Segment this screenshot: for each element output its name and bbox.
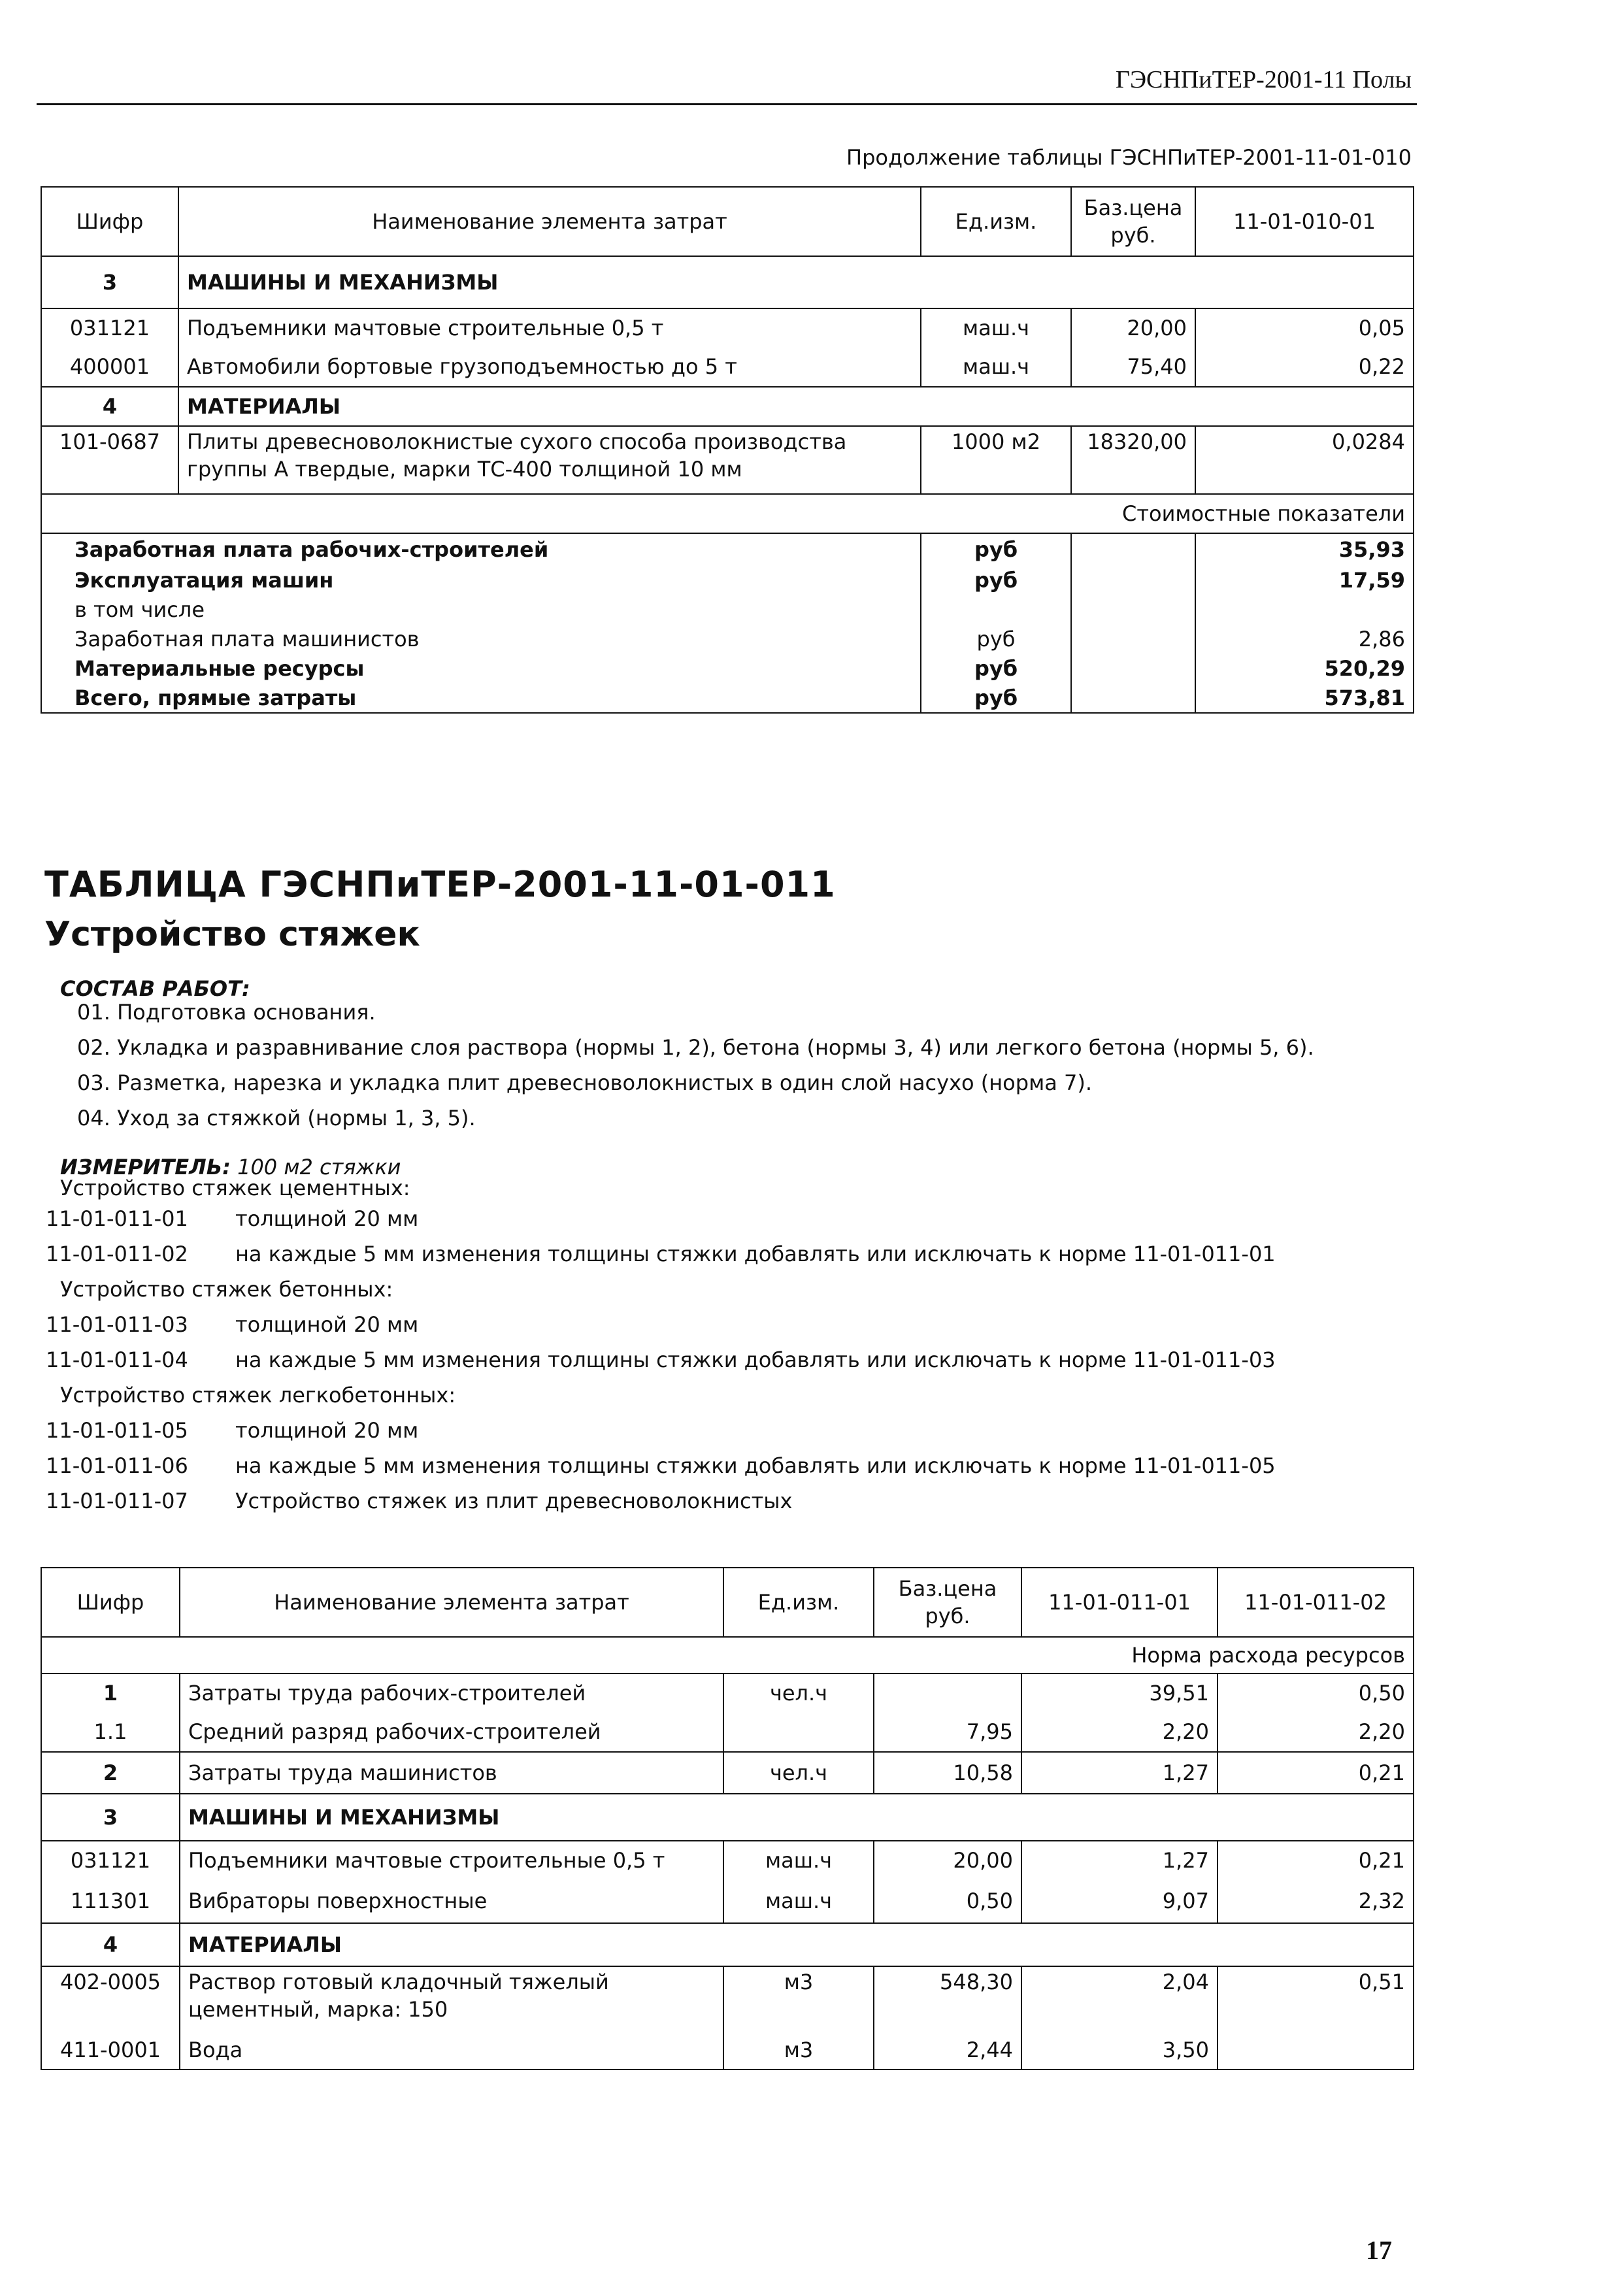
row-code: 402-0005 — [41, 1966, 180, 2032]
row-value-1: 39,51 — [1021, 1674, 1218, 1713]
section-number: 3 — [41, 1794, 180, 1841]
table-subtitle: Устройство стяжек — [44, 915, 420, 954]
row-price: 0,50 — [874, 1880, 1021, 1923]
cost-value: 573,81 — [1195, 684, 1414, 713]
row-name: Раствор готовый кладочный тяжелый цементный, марка: 150 — [180, 1966, 723, 2032]
table-row — [41, 348, 1414, 387]
row-value-1: 3,50 — [1021, 2032, 1218, 2070]
cost-row — [41, 625, 1414, 654]
norm-code: 11-01-011-05 — [46, 1418, 188, 1443]
table-row — [41, 308, 1414, 348]
table-row — [41, 1880, 1414, 1923]
col-header-code: Шифр — [41, 187, 178, 256]
table-row — [41, 426, 1414, 494]
row-price: 548,30 — [874, 1966, 1021, 2032]
row-value-1: 1,27 — [1021, 1841, 1218, 1880]
col-header-price: Баз.цена руб. — [1071, 187, 1195, 256]
cost-value: 17,59 — [1195, 566, 1414, 595]
norm-consumption-header: Норма расхода ресурсов — [41, 1637, 1414, 1674]
table-row — [41, 2032, 1414, 2070]
row-price — [874, 1674, 1021, 1713]
col-header-price: Баз.цена руб. — [874, 1568, 1021, 1637]
norm-code: 11-01-011-07 — [46, 1489, 188, 1513]
work-item: 02. Укладка и разравнивание слоя раствора (нормы 1, 2), бетона (нормы 3, 4) или легкого бетона (нормы 5, 6). — [77, 1035, 1314, 1060]
section-title: МАШИНЫ И МЕХАНИЗМЫ — [178, 256, 1414, 308]
cost-value: 520,29 — [1195, 654, 1414, 684]
col-header-norm-1: 11-01-011-01 — [1021, 1568, 1218, 1637]
cost-unit: руб — [921, 566, 1071, 595]
section-title: МАТЕРИАЛЫ — [178, 387, 1414, 426]
row-name: Вибраторы поверхностные — [180, 1880, 723, 1923]
row-name: Подъемники мачтовые строительные 0,5 т — [180, 1841, 723, 1880]
row-value-2: 0,21 — [1218, 1752, 1414, 1794]
norm-header-row — [41, 1637, 1414, 1674]
cost-unit: руб — [921, 684, 1071, 713]
row-code: 1.1 — [41, 1713, 180, 1752]
row-code: 101-0687 — [41, 426, 178, 494]
table-row — [41, 1841, 1414, 1880]
norm-code: 11-01-011-02 — [46, 1242, 188, 1266]
norm-code: 11-01-011-03 — [46, 1312, 188, 1337]
row-unit: чел.ч — [723, 1752, 874, 1794]
norm-code: 11-01-011-04 — [46, 1347, 188, 1372]
col-header-unit: Ед.изм. — [723, 1568, 874, 1637]
row-code: 400001 — [41, 348, 178, 387]
row-name: Автомобили бортовые грузоподъемностью до 5 т — [178, 348, 921, 387]
row-code: 031121 — [41, 1841, 180, 1880]
row-value-2: 0,50 — [1218, 1674, 1414, 1713]
col-header-name: Наименование элемента затрат — [178, 187, 921, 256]
section-row-materials — [41, 1923, 1414, 1966]
row-price: 20,00 — [1071, 308, 1195, 348]
row-unit: 1000 м2 — [921, 426, 1071, 494]
cost-indicators-header: Стоимостные показатели — [41, 494, 1414, 533]
row-name: Затраты труда рабочих-строителей — [180, 1674, 723, 1713]
norm-code: 11-01-011-06 — [46, 1453, 188, 1478]
row-code: 1 — [41, 1674, 180, 1713]
row-unit — [723, 1713, 874, 1752]
row-price: 7,95 — [874, 1713, 1021, 1752]
row-price: 20,00 — [874, 1841, 1021, 1880]
row-price: 10,58 — [874, 1752, 1021, 1794]
table-header-row — [41, 1568, 1414, 1637]
row-unit: маш.ч — [921, 348, 1071, 387]
row-name: Плиты древесноволокнистые сухого способа производства группы А твердые, марки ТС-400 толщиной 10 мм — [178, 426, 921, 494]
section-row-materials — [41, 387, 1414, 426]
col-header-norm: 11-01-010-01 — [1195, 187, 1414, 256]
row-price: 2,44 — [874, 2032, 1021, 2070]
row-value-1: 2,04 — [1021, 1966, 1218, 2032]
norm-description: толщиной 20 мм — [235, 1418, 419, 1443]
table-row — [41, 1966, 1414, 2032]
norm-description: толщиной 20 мм — [235, 1206, 419, 1231]
cost-row — [41, 595, 1414, 625]
norm-description: Устройство стяжек из плит древесноволокнистых — [235, 1489, 793, 1513]
row-value-2: 2,32 — [1218, 1880, 1414, 1923]
row-value: 0,22 — [1195, 348, 1414, 387]
cost-value: 35,93 — [1195, 533, 1414, 566]
row-value: 0,05 — [1195, 308, 1414, 348]
norm-description: толщиной 20 мм — [235, 1312, 419, 1337]
work-item: 04. Уход за стяжкой (нормы 1, 3, 5). — [77, 1106, 476, 1130]
row-name: Подъемники мачтовые строительные 0,5 т — [178, 308, 921, 348]
row-value-1: 9,07 — [1021, 1880, 1218, 1923]
cost-unit — [921, 595, 1071, 625]
cost-label: Всего, прямые затраты — [41, 684, 921, 713]
row-value-2: 0,21 — [1218, 1841, 1414, 1880]
row-price: 75,40 — [1071, 348, 1195, 387]
cost-label: Заработная плата рабочих-строителей — [41, 533, 921, 566]
row-code: 031121 — [41, 308, 178, 348]
cost-label: Эксплуатация машин — [41, 566, 921, 595]
cost-row — [41, 533, 1414, 566]
row-value-1: 1,27 — [1021, 1752, 1218, 1794]
resource-table-11-01-011 — [41, 1567, 1414, 2070]
norm-code: 11-01-011-01 — [46, 1206, 188, 1231]
section-number: 4 — [41, 1923, 180, 1966]
table-row — [41, 1713, 1414, 1752]
cost-label: Заработная плата машинистов — [41, 625, 921, 654]
row-value-2: 2,20 — [1218, 1713, 1414, 1752]
section-title: МАШИНЫ И МЕХАНИЗМЫ — [180, 1794, 1414, 1841]
cost-unit: руб — [921, 654, 1071, 684]
section-number: 3 — [41, 256, 178, 308]
cost-label: в том числе — [41, 595, 921, 625]
row-name: Средний разряд рабочих-строителей — [180, 1713, 723, 1752]
group-heading: Устройство стяжек легкобетонных: — [60, 1383, 456, 1408]
row-value-2: 0,51 — [1218, 1966, 1414, 2032]
norm-description: на каждые 5 мм изменения толщины стяжки добавлять или исключать к норме 11-01-011-03 — [235, 1347, 1276, 1372]
table-row — [41, 1674, 1414, 1713]
row-name: Вода — [180, 2032, 723, 2070]
row-value-1: 2,20 — [1021, 1713, 1218, 1752]
work-item: 01. Подготовка основания. — [77, 1000, 376, 1025]
norm-description: на каждые 5 мм изменения толщины стяжки добавлять или исключать к норме 11-01-011-01 — [235, 1242, 1276, 1266]
row-unit: м3 — [723, 2032, 874, 2070]
norm-description: на каждые 5 мм изменения толщины стяжки добавлять или исключать к норме 11-01-011-05 — [235, 1453, 1276, 1478]
work-item: 03. Разметка, нарезка и укладка плит древесноволокнистых в один слой насухо (норма 7). — [77, 1070, 1092, 1095]
table-row — [41, 1752, 1414, 1794]
running-header: ГЭСНПиТЕР-2001-11 Полы — [1115, 66, 1412, 93]
row-name: Затраты труда машинистов — [180, 1752, 723, 1794]
section-row-machines — [41, 256, 1414, 308]
cost-value — [1195, 595, 1414, 625]
section-number: 4 — [41, 387, 178, 426]
row-unit: маш.ч — [921, 308, 1071, 348]
row-price: 18320,00 — [1071, 426, 1195, 494]
col-header-name: Наименование элемента затрат — [180, 1568, 723, 1637]
row-unit: м3 — [723, 1966, 874, 2032]
works-label: СОСТАВ РАБОТ: — [60, 976, 250, 1001]
row-unit: маш.ч — [723, 1880, 874, 1923]
row-unit: маш.ч — [723, 1841, 874, 1880]
cost-unit: руб — [921, 625, 1071, 654]
row-code: 2 — [41, 1752, 180, 1794]
col-header-norm-2: 11-01-011-02 — [1218, 1568, 1414, 1637]
cost-row — [41, 684, 1414, 713]
cost-value: 2,86 — [1195, 625, 1414, 654]
cost-row — [41, 566, 1414, 595]
col-header-unit: Ед.изм. — [921, 187, 1071, 256]
table-title: ТАБЛИЦА ГЭСНПиТЕР-2001-11-01-011 — [44, 864, 836, 905]
page-number: 17 — [1366, 2235, 1392, 2265]
row-code: 411-0001 — [41, 2032, 180, 2070]
col-header-code: Шифр — [41, 1568, 180, 1637]
row-unit: чел.ч — [723, 1674, 874, 1713]
cost-unit: руб — [921, 533, 1071, 566]
measure-value: 100 м2 стяжки — [237, 1155, 401, 1179]
section-row-machines — [41, 1794, 1414, 1841]
resource-table-11-01-010 — [41, 186, 1414, 714]
section-title: МАТЕРИАЛЫ — [180, 1923, 1414, 1966]
table-header-row — [41, 187, 1414, 256]
group-heading: Устройство стяжек бетонных: — [60, 1277, 393, 1302]
cost-header-row — [41, 494, 1414, 533]
table-continuation-caption: Продолжение таблицы ГЭСНПиТЕР-2001-11-01-010 — [846, 145, 1412, 170]
cost-row — [41, 654, 1414, 684]
cost-label: Материальные ресурсы — [41, 654, 921, 684]
row-value: 0,0284 — [1195, 426, 1414, 494]
group-heading: Устройство стяжек цементных: — [60, 1176, 410, 1200]
measure-label: ИЗМЕРИТЕЛЬ: — [60, 1155, 231, 1179]
header-rule — [37, 103, 1417, 105]
row-value-2 — [1218, 2032, 1414, 2070]
row-code: 111301 — [41, 1880, 180, 1923]
